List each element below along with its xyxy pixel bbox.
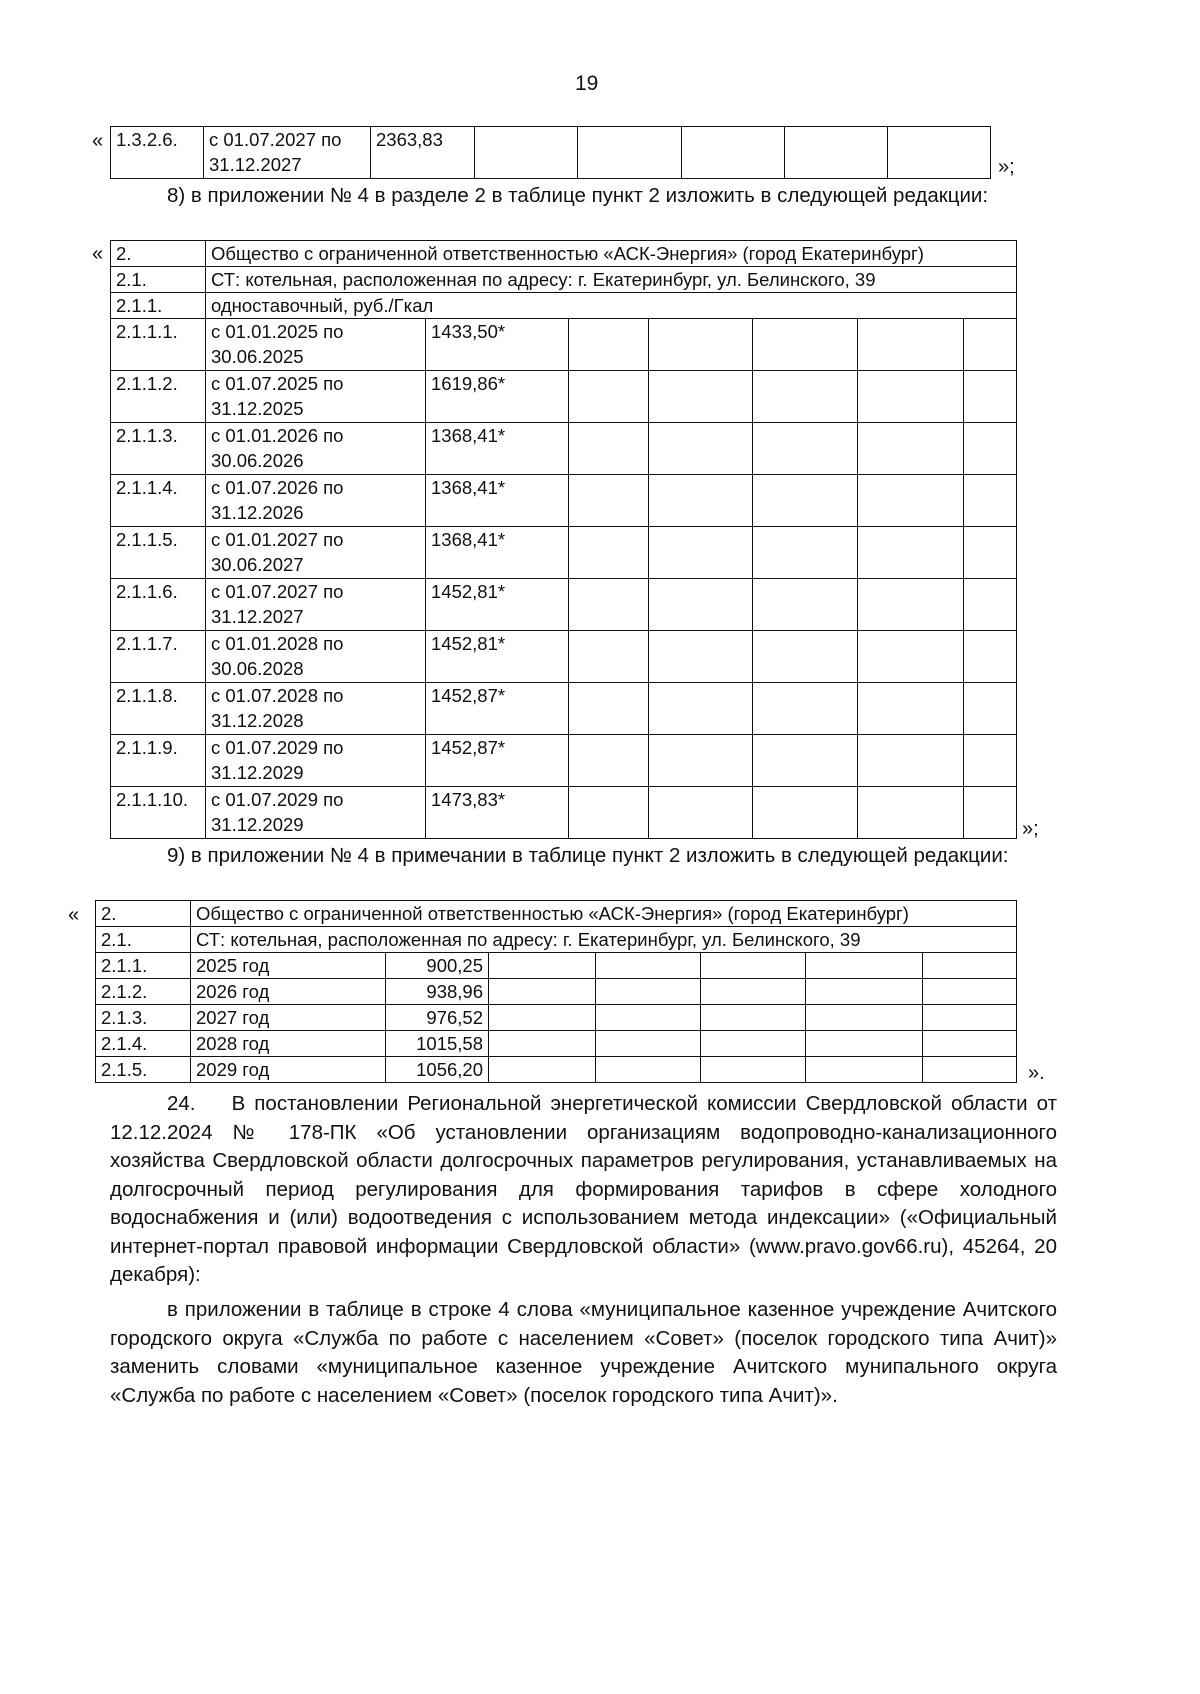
empty-cell: [569, 631, 649, 683]
period: 2029 год: [191, 1057, 386, 1083]
period: 2026 год: [191, 979, 386, 1005]
period: 2028 год: [191, 1031, 386, 1057]
empty-cell: [858, 631, 964, 683]
empty-cell: [964, 631, 1017, 683]
value: 938,96: [386, 979, 489, 1005]
empty-cell: [806, 979, 923, 1005]
empty-cell: [475, 127, 578, 179]
empty-cell: [649, 735, 753, 787]
empty-cell: [858, 423, 964, 475]
row-number: 2.1.1.3.: [111, 423, 206, 475]
empty-cell: [806, 1031, 923, 1057]
empty-cell: [753, 319, 858, 371]
empty-cell: [489, 1057, 596, 1083]
period: 2027 год: [191, 1005, 386, 1031]
row-number: 2.1.3.: [96, 1005, 191, 1031]
empty-cell: [489, 1005, 596, 1031]
empty-cell: [753, 423, 858, 475]
empty-cell: [923, 953, 1017, 979]
period: с 01.07.2029 по 31.12.2029: [206, 787, 426, 839]
empty-cell: [569, 527, 649, 579]
open-quote: «: [68, 904, 80, 926]
table-row: [96, 1005, 1017, 1031]
row-number: 2.1.1.9.: [111, 735, 206, 787]
empty-cell: [649, 527, 753, 579]
value: 1452,81*: [426, 579, 569, 631]
value: 1619,86*: [426, 371, 569, 423]
period: 2025 год: [191, 953, 386, 979]
empty-cell: [649, 787, 753, 839]
table-row: [111, 371, 1017, 423]
value: 1452,87*: [426, 683, 569, 735]
empty-cell: [649, 423, 753, 475]
empty-cell: [569, 683, 649, 735]
empty-cell: [701, 953, 806, 979]
empty-cell: [649, 683, 753, 735]
period: с 01.01.2027 по 30.06.2027: [206, 527, 426, 579]
system-description: СТ: котельная, расположенная по адресу: г. Екатеринбург, ул. Белинского, 39: [206, 267, 1017, 293]
empty-cell: [923, 1005, 1017, 1031]
note-table-ask-energy: [95, 900, 1017, 1083]
empty-cell: [753, 631, 858, 683]
table-row: [111, 319, 1017, 371]
row-number: 2.1.1.8.: [111, 683, 206, 735]
period: с 01.07.2027 по 31.12.2027: [206, 579, 426, 631]
row-number: 2.1.1.10.: [111, 787, 206, 839]
open-quote: «: [92, 130, 104, 152]
value: 1015,58: [386, 1031, 489, 1057]
organization-name: Общество с ограниченной ответственностью «АСК-Энергия» (город Екатеринбург): [191, 901, 1017, 927]
value: 1452,81*: [426, 631, 569, 683]
period: с 01.01.2026 по 30.06.2026: [206, 423, 426, 475]
item-24-amendment: в приложении в таблице в строке 4 слова «муниципальное казенное учреждение Ачитского городского округа «Служба по работе с населением «Совет» (поселок городского типа Ачит)» заменить словами «муниципальное казенное учреждение Ачитского мунипального округа «Служба по работе с населением «Совет» (поселок городского типа Ачит)».: [110, 1298, 1057, 1407]
value: 1433,50*: [426, 319, 569, 371]
item-8-text: 8) в приложении № 4 в разделе 2 в таблице пункт 2 изложить в следующей редакции:: [167, 184, 989, 207]
period: с 01.07.2026 по 31.12.2026: [206, 475, 426, 527]
item-24-text: 24. В постановлении Региональной энергетической комиссии Свердловской области от 12.12.2024 № 178-ПК «Об установлении организациям водопроводно-канализационного хозяйства Свердловской области долгосрочных параметров регулирования, устанавливаемых на долгосрочный период регулирования для формирования тарифов в сфере холодного водоснабжения и (или) водоотведения с использованием метода индексации» («Официальный интернет-портал правовой информации Свердловской области» (www.pravo.gov66.ru), 45264, 20 декабря):: [110, 1092, 1063, 1286]
empty-cell: [596, 953, 701, 979]
empty-cell: [964, 371, 1017, 423]
empty-cell: [649, 579, 753, 631]
empty-cell: [649, 631, 753, 683]
empty-cell: [858, 371, 964, 423]
value: 2363,83: [371, 127, 475, 179]
empty-cell: [596, 1031, 701, 1057]
empty-cell: [964, 579, 1017, 631]
empty-cell: [753, 371, 858, 423]
empty-cell: [569, 475, 649, 527]
tariff-table-continuation: [110, 126, 991, 179]
empty-cell: [753, 787, 858, 839]
table-row: [111, 423, 1017, 475]
empty-cell: [964, 423, 1017, 475]
period: с 01.07.2027 по 31.12.2027: [204, 127, 371, 179]
value: 1368,41*: [426, 475, 569, 527]
empty-cell: [785, 127, 888, 179]
empty-cell: [753, 683, 858, 735]
empty-cell: [489, 953, 596, 979]
period: с 01.07.2028 по 31.12.2028: [206, 683, 426, 735]
empty-cell: [858, 527, 964, 579]
row-number: 2.1.1.: [96, 953, 191, 979]
item-9-text: 9) в приложении № 4 в примечании в таблице пункт 2 изложить в следующей редакции:: [167, 844, 1009, 867]
empty-cell: [701, 1005, 806, 1031]
value: 1473,83*: [426, 787, 569, 839]
empty-cell: [753, 579, 858, 631]
period: с 01.01.2025 по 30.06.2025: [206, 319, 426, 371]
table-row: [96, 979, 1017, 1005]
empty-cell: [569, 735, 649, 787]
empty-cell: [753, 475, 858, 527]
empty-cell: [923, 1031, 1017, 1057]
empty-cell: [964, 683, 1017, 735]
empty-cell: [964, 475, 1017, 527]
empty-cell: [569, 319, 649, 371]
period: с 01.07.2025 по 31.12.2025: [206, 371, 426, 423]
period: с 01.07.2029 по 31.12.2029: [206, 735, 426, 787]
empty-cell: [858, 787, 964, 839]
empty-cell: [858, 475, 964, 527]
empty-cell: [569, 787, 649, 839]
row-number: 2.: [111, 241, 206, 267]
row-number: 2.1.5.: [96, 1057, 191, 1083]
table-row: [111, 787, 1017, 839]
tariff-table-ask-energy: [110, 240, 1017, 839]
row-number: 2.1.1.: [111, 293, 206, 319]
value: 1368,41*: [426, 527, 569, 579]
empty-cell: [596, 979, 701, 1005]
empty-cell: [964, 787, 1017, 839]
row-number: 2.1.1.6.: [111, 579, 206, 631]
empty-cell: [489, 979, 596, 1005]
organization-name: Общество с ограниченной ответственностью «АСК-Энергия» (город Екатеринбург): [206, 241, 1017, 267]
row-number: 2.1.: [111, 267, 206, 293]
table-row: [111, 475, 1017, 527]
empty-cell: [858, 735, 964, 787]
empty-cell: [649, 475, 753, 527]
empty-cell: [682, 127, 785, 179]
empty-cell: [649, 319, 753, 371]
value: 1368,41*: [426, 423, 569, 475]
empty-cell: [923, 1057, 1017, 1083]
value: 1452,87*: [426, 735, 569, 787]
table-row: [96, 1031, 1017, 1057]
value: 976,52: [386, 1005, 489, 1031]
empty-cell: [596, 1005, 701, 1031]
value: 900,25: [386, 953, 489, 979]
table-row: [111, 127, 991, 179]
close-quote: ».: [1028, 1062, 1045, 1084]
system-description: СТ: котельная, расположенная по адресу: г. Екатеринбург, ул. Белинского, 39: [191, 927, 1017, 953]
empty-cell: [701, 1031, 806, 1057]
empty-cell: [489, 1031, 596, 1057]
table-row: [111, 735, 1017, 787]
row-number: 1.3.2.6.: [111, 127, 204, 179]
row-number: 2.1.1.7.: [111, 631, 206, 683]
tariff-type: одноставочный, руб./Гкал: [206, 293, 1017, 319]
row-number: 2.1.1.5.: [111, 527, 206, 579]
empty-cell: [578, 127, 682, 179]
table-row: [111, 683, 1017, 735]
empty-cell: [806, 953, 923, 979]
empty-cell: [753, 527, 858, 579]
row-number: 2.: [96, 901, 191, 927]
empty-cell: [596, 1057, 701, 1083]
table-row: [111, 579, 1017, 631]
row-number: 2.1.4.: [96, 1031, 191, 1057]
empty-cell: [569, 579, 649, 631]
row-number: 2.1.1.2.: [111, 371, 206, 423]
empty-cell: [806, 1005, 923, 1031]
empty-cell: [923, 979, 1017, 1005]
empty-cell: [964, 319, 1017, 371]
row-number: 2.1.1.4.: [111, 475, 206, 527]
row-number: 2.1.: [96, 927, 191, 953]
table-row: [111, 631, 1017, 683]
row-number: 2.1.1.1.: [111, 319, 206, 371]
period: с 01.01.2028 по 30.06.2028: [206, 631, 426, 683]
close-quote: »;: [998, 156, 1015, 178]
empty-cell: [753, 735, 858, 787]
table-row: [96, 1057, 1017, 1083]
empty-cell: [964, 527, 1017, 579]
empty-cell: [806, 1057, 923, 1083]
value: 1056,20: [386, 1057, 489, 1083]
empty-cell: [701, 979, 806, 1005]
row-number: 2.1.2.: [96, 979, 191, 1005]
table-row: [96, 953, 1017, 979]
empty-cell: [569, 423, 649, 475]
empty-cell: [858, 683, 964, 735]
empty-cell: [964, 735, 1017, 787]
empty-cell: [649, 371, 753, 423]
empty-cell: [858, 319, 964, 371]
open-quote: «: [92, 243, 104, 265]
page-number: 19: [575, 72, 599, 95]
empty-cell: [888, 127, 991, 179]
empty-cell: [701, 1057, 806, 1083]
close-quote: »;: [1022, 818, 1039, 840]
empty-cell: [569, 371, 649, 423]
empty-cell: [858, 579, 964, 631]
table-row: [111, 527, 1017, 579]
